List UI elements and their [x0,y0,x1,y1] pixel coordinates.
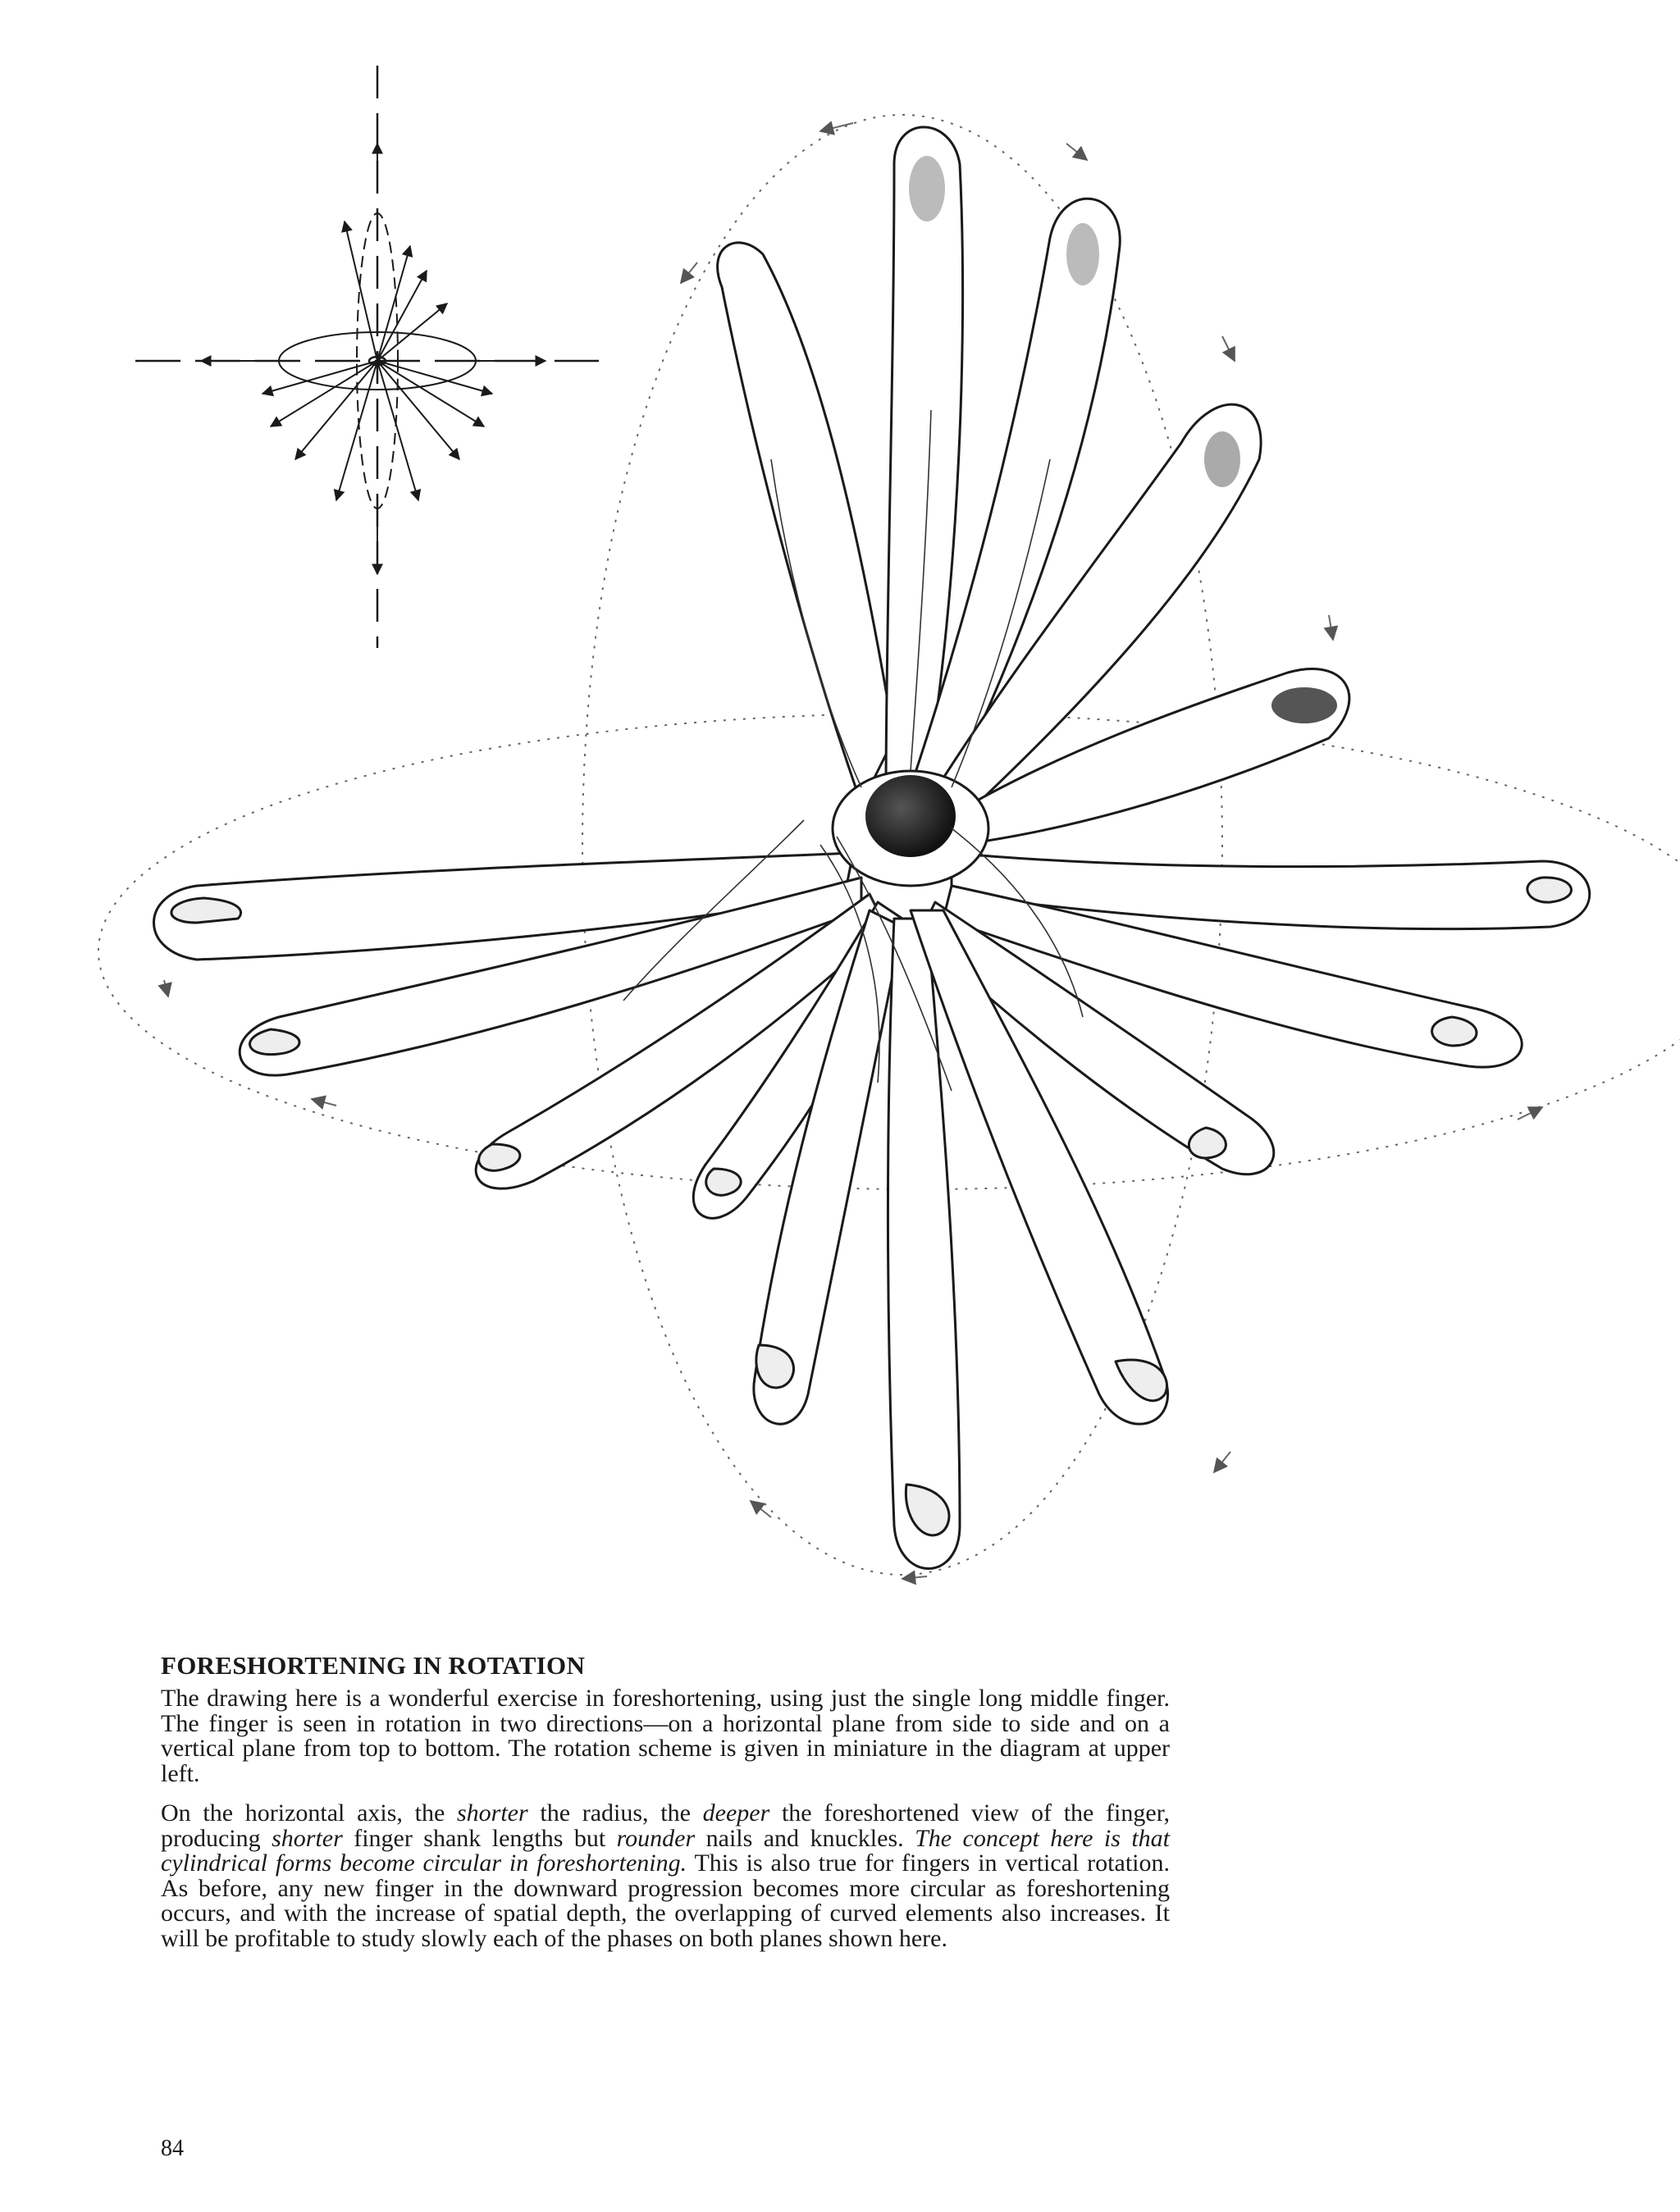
p2-text: the foreshortened view of the finger, producing [161,1799,1170,1852]
p2-emphasis: deeper [702,1799,770,1827]
rotation-scheme-diagram [135,66,599,648]
caption-block [161,1650,1170,1966]
p2-text: finger shank lengths but [342,1824,617,1852]
p2-emphasis: shorter [456,1799,528,1827]
p2-emphasis: rounder [616,1824,696,1852]
p2-text: nails and knuckles. [695,1824,915,1852]
p2-text: the radius, the [527,1799,703,1827]
section-heading: FORESHORTENING IN ROTATION [161,1651,586,1680]
p2-text: On the horizontal axis, the [161,1799,457,1827]
p2-emphasis: shorter [272,1824,343,1852]
p2-text: This is also true for fingers in vertical rotation. As before, any new finger in the downward progression becomes more circular as foreshortening occurs, and with the increase of spatial depth, the overlapping of curved elements also increases. It will be profitable to study slowly each of the phases on both planes shown here. [161,1849,1170,1952]
page-number: 84 [161,2136,184,2161]
caption-paragraph-1: The drawing here is a wonderful exercise in foreshortening, using just the single long middle finger. The finger is seen in rotation in two directions—on a horizontal plane from side to side and on a vertical plane from top to bottom. The rotation scheme is given in miniature in the diagram at upper left. [161,1685,1170,1787]
p2-concept-emphasis: The concept here is that cylindrical forms become circular in foreshortening. [161,1824,1171,1877]
finger-drawings [154,127,1590,1569]
caption-paragraph-2 [161,1801,1170,1951]
